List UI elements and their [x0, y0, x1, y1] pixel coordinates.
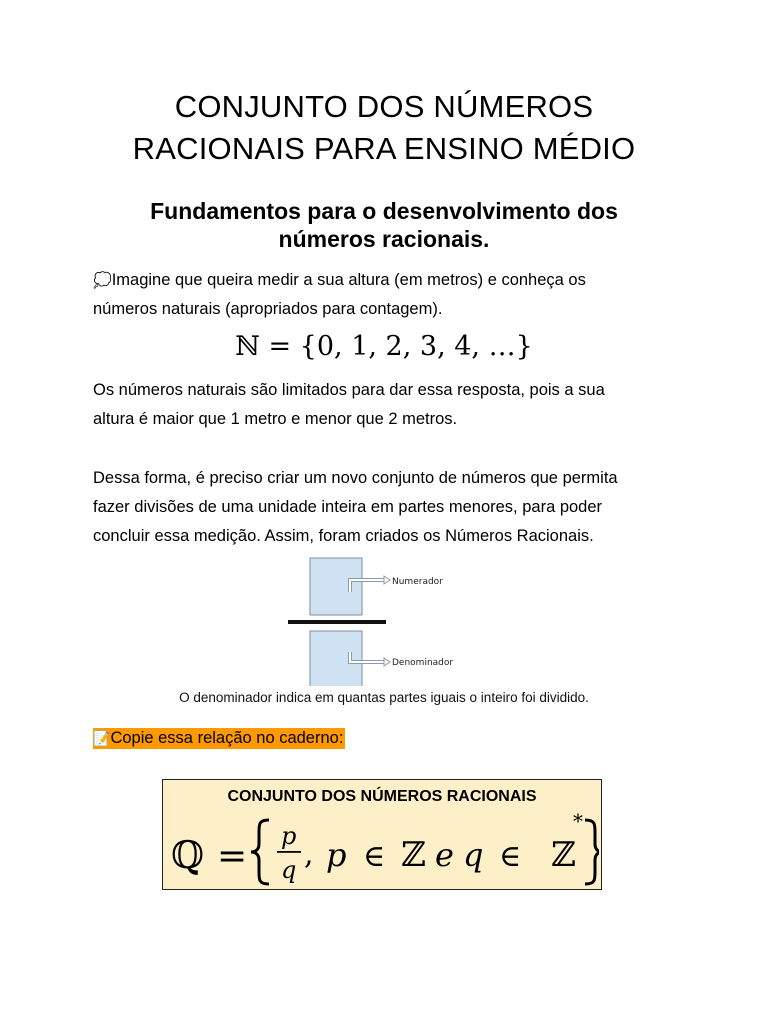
para1-line-2: números naturais (apropriados para contagem).: [93, 300, 443, 318]
p-variable: p: [326, 836, 347, 874]
fraction-numerator: p: [281, 822, 297, 850]
page-title: [0, 86, 768, 170]
q-symbol: ℚ: [171, 833, 205, 877]
fraction-bar: [288, 620, 386, 624]
title-line-2: RACIONAIS PARA ENSINO MÉDIO: [132, 131, 636, 166]
and-word: e: [435, 836, 454, 874]
numerator-arrow-head: [384, 576, 390, 584]
denominator-label: Denominador: [392, 658, 454, 668]
title-line-1: CONJUNTO DOS NÚMEROS: [174, 89, 594, 124]
copy-instruction: [93, 728, 345, 749]
integers-symbol-1: ℤ: [401, 835, 426, 875]
para2-line-1: Os números naturais são limitados para dar essa resposta, pois a sua: [93, 381, 605, 399]
element-of-2: ∈: [499, 839, 522, 874]
thought-bubble-icon: 💭: [93, 272, 112, 289]
rationals-definition-box: [162, 779, 602, 890]
memo-icon: 📝: [93, 730, 111, 746]
comma: ,: [304, 837, 314, 872]
para1-line-1: Imagine que queira medir a sua altura (em metros) e conheça os: [111, 271, 586, 289]
numerator-box: [310, 558, 362, 615]
right-brace: [585, 820, 599, 884]
nonzero-star: *: [573, 810, 583, 833]
fraction-diagram: [280, 556, 480, 686]
fraction-line: [277, 851, 301, 853]
denominator-box: [310, 631, 362, 686]
numerator-label: Numerador: [392, 577, 443, 587]
denominator-arrow-head: [384, 658, 390, 666]
limitation-paragraph: [93, 376, 693, 434]
intro-paragraph: [93, 266, 693, 324]
subtitle-line-1: Fundamentos para o desenvolvimento dos: [150, 198, 618, 224]
subtitle-line-2: números racionais.: [278, 226, 490, 252]
box-title: CONJUNTO DOS NÚMEROS RACIONAIS: [227, 788, 537, 805]
natural-numbers-set: ℕ = {0, 1, 2, 3, 4, …}: [235, 331, 533, 362]
left-brace: [251, 820, 269, 884]
section-heading: [90, 197, 678, 253]
fraction-denominator: q: [281, 856, 297, 884]
diagram-caption: O denominador indica em quantas partes iguais o inteiro foi dividido.: [179, 690, 589, 705]
rationals-paragraph: [93, 464, 693, 551]
para3-line-3: concluir essa medição. Assim, foram criados os Números Racionais.: [93, 527, 594, 545]
para2-line-2: altura é maior que 1 metro e menor que 2 metros.: [93, 410, 458, 428]
element-of-1: ∈: [363, 839, 386, 874]
q-variable: q: [463, 836, 484, 874]
para3-line-1: Dessa forma, é preciso criar um novo conjunto de números que permita: [93, 469, 618, 487]
para3-line-2: fazer divisões de uma unidade inteira em partes menores, para poder: [93, 498, 603, 516]
rationals-formula: [169, 810, 599, 888]
integers-symbol-2: ℤ: [551, 835, 576, 875]
equals-sign: =: [217, 836, 248, 877]
copy-instruction-text: Copie essa relação no caderno:: [110, 729, 344, 747]
